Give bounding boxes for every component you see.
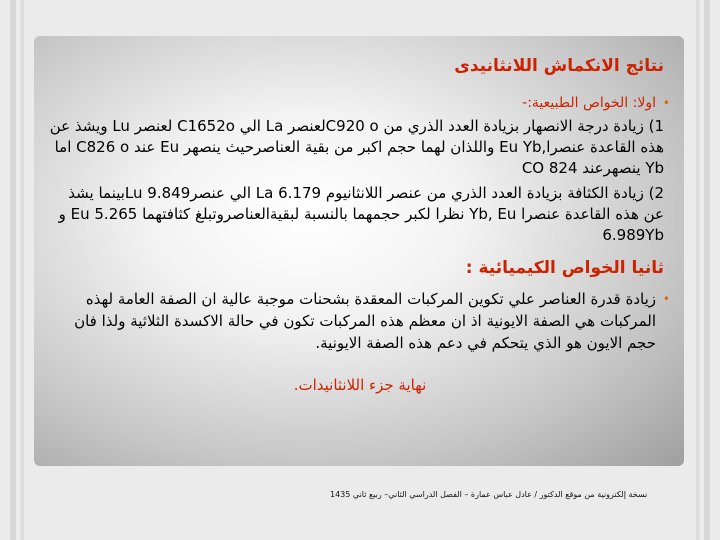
bullet-icon: •: [662, 292, 670, 306]
decorative-stripe-right: [704, 0, 710, 540]
section1-heading-row: [46, 92, 670, 114]
decorative-stripe-left: [10, 0, 16, 540]
section1-heading: اولا: الخواص الطبيعية:-: [522, 95, 656, 111]
melting-point-item: 1) زيادة درجة الانصهار بزيادة العدد الذري من C920 oلعنصر La الي C1652o لعنصر Lu ويشذ عن هذه القاعدة عنصرا,Eu Yb واللذان لهما حجم اكبر من بقية العناصرحيث ينصهر Eu عند C826 o اما Yb ينصهرعند 824 CO: [49, 117, 664, 177]
footer-note: نسخة إلكترونية من موقع الدكتور / عادل عباس عمارة – الفصل الدراسي الثاني– ربيع ثاني 1435: [330, 490, 648, 499]
bullet-icon: •: [662, 96, 670, 110]
section2-heading: ثانيا الخواص الكيميائية :: [465, 258, 664, 278]
decorative-stripe-left-inner: [20, 0, 24, 540]
chemical-properties-paragraph-row: [46, 288, 670, 354]
end-note: نهاية جزء اللانثانيدات.: [293, 376, 427, 394]
density-item: 2) زيادة الكثافة بزيادة العدد الذري من عنصر اللانثانيوم La 6.179 الي عنصرLu 9.849بينما يشذ عن هذه القاعدة عنصرا Yb, Eu نظرا لكبر حجمهما بالنسبة لبقيةالعناصروتبلغ كثافتهما Eu 5.265 و 6.989Yb: [58, 184, 664, 244]
slide-content: [46, 48, 674, 396]
decorative-stripe-right-inner: [696, 0, 700, 540]
slide-title: نتائج الانكماش اللانثانيدى: [454, 56, 664, 76]
chemical-properties-paragraph: زيادة قدرة العناصر علي تكوين المركبات المعقدة بشحنات موجبة عالية ان الصفة العامة لهذه المركبات هي الصفة الايونية اذ ان معظم هذه المركبات تكون في حالة الاكسدة الثلاثية ولذا فان حجم الايون هو الذي يتحكم في دعم هذه الصفة الايونية.: [74, 290, 656, 352]
